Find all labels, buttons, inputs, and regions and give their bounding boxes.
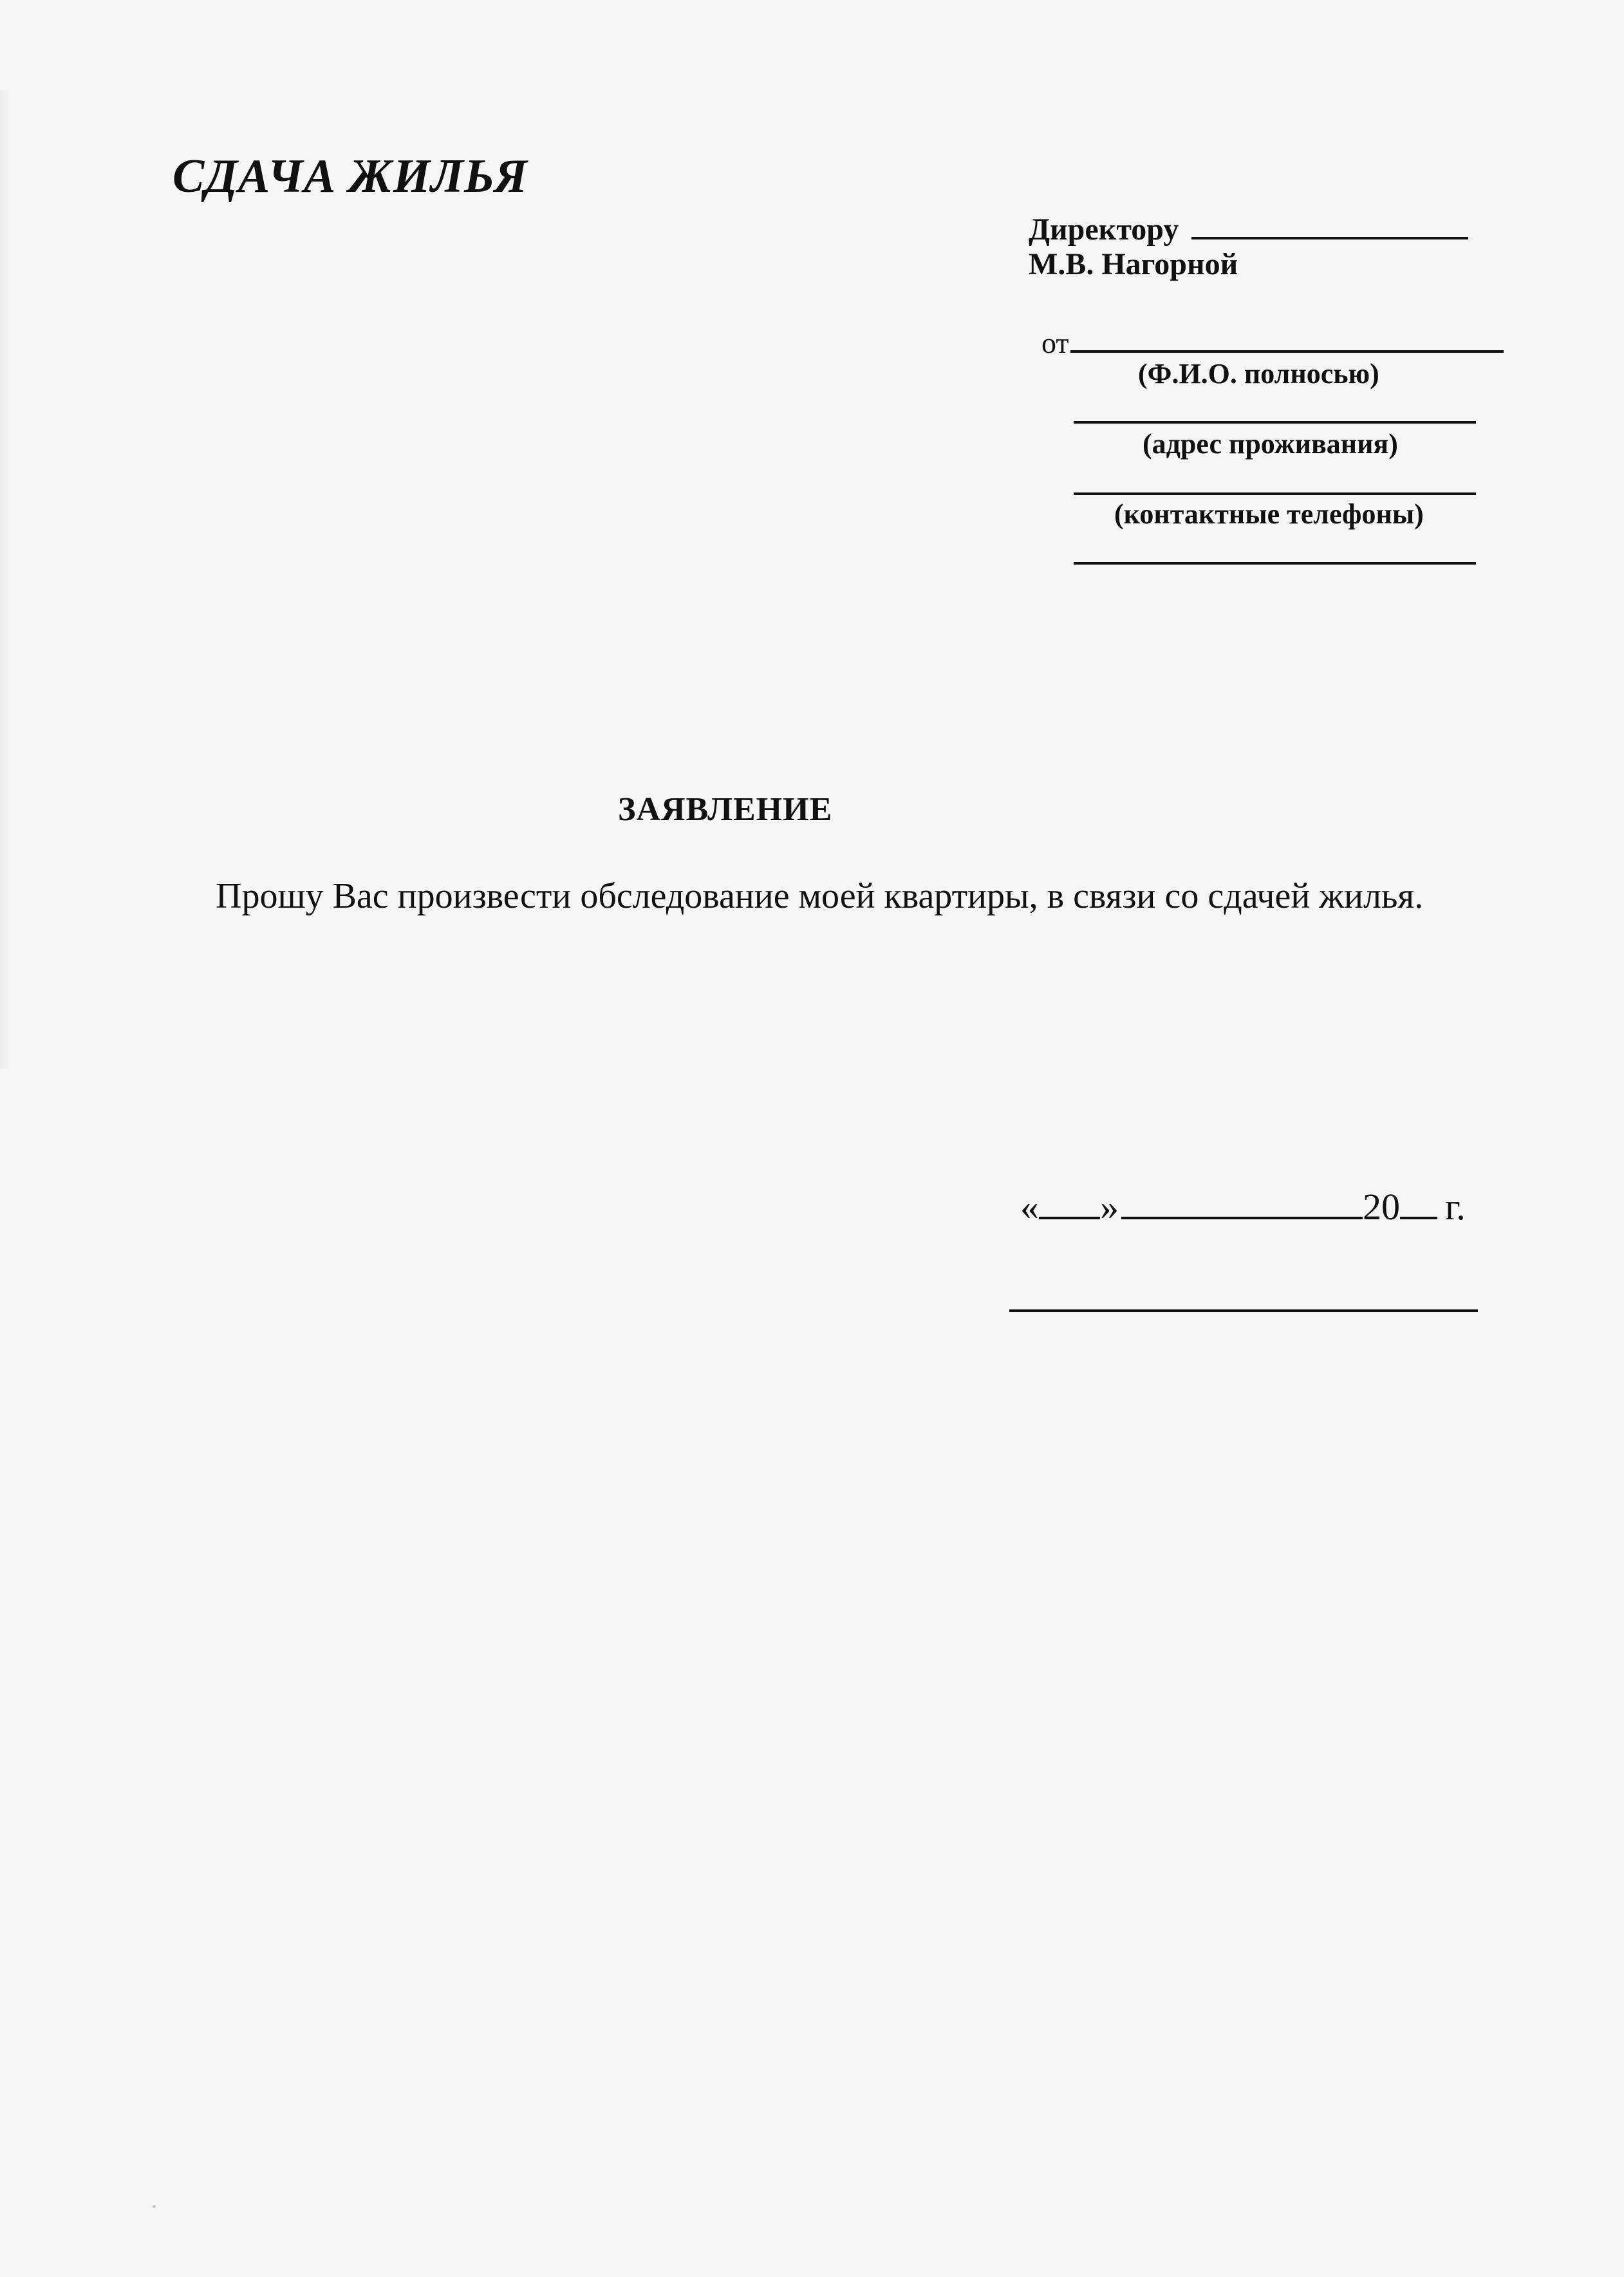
scan-artifact — [153, 2205, 156, 2208]
addressee-position: Директору — [1029, 212, 1179, 247]
year-blank — [1400, 1185, 1437, 1219]
scan-edge-shadow — [0, 90, 12, 1069]
category-heading: СДАЧА ЖИЛЬЯ — [173, 150, 528, 203]
from-prefix: от — [1041, 326, 1069, 359]
day-blank — [1039, 1185, 1100, 1219]
from-row — [1041, 321, 1504, 360]
full-name-caption: (Ф.И.О. полносью) — [1138, 358, 1379, 389]
full-name-blank — [1070, 321, 1504, 353]
year-suffix: г. — [1445, 1186, 1466, 1228]
addressee-position-row — [1029, 211, 1479, 247]
addressee-name: М.В. Нагорной — [1029, 247, 1238, 281]
application-body: Прошу Вас произвести обследование моей квартиры, в связи со сдачей жилья. — [216, 876, 1424, 916]
date-row — [1020, 1185, 1466, 1228]
date-close-quote: » — [1100, 1186, 1119, 1228]
address-blank — [1074, 421, 1476, 424]
year-prefix: 20 — [1363, 1186, 1400, 1228]
month-blank — [1121, 1185, 1363, 1219]
addressee-position-blank — [1191, 211, 1468, 239]
phones-caption: (контактные телефоны) — [1114, 498, 1424, 530]
extra-blank — [1074, 562, 1476, 565]
addressee-block — [1029, 211, 1479, 282]
signature-blank — [1009, 1309, 1478, 1312]
application-title: ЗАЯВЛЕНИЕ — [618, 791, 833, 828]
address-caption: (адрес проживания) — [1143, 428, 1398, 460]
date-open-quote: « — [1020, 1186, 1039, 1228]
phones-blank — [1074, 492, 1476, 495]
